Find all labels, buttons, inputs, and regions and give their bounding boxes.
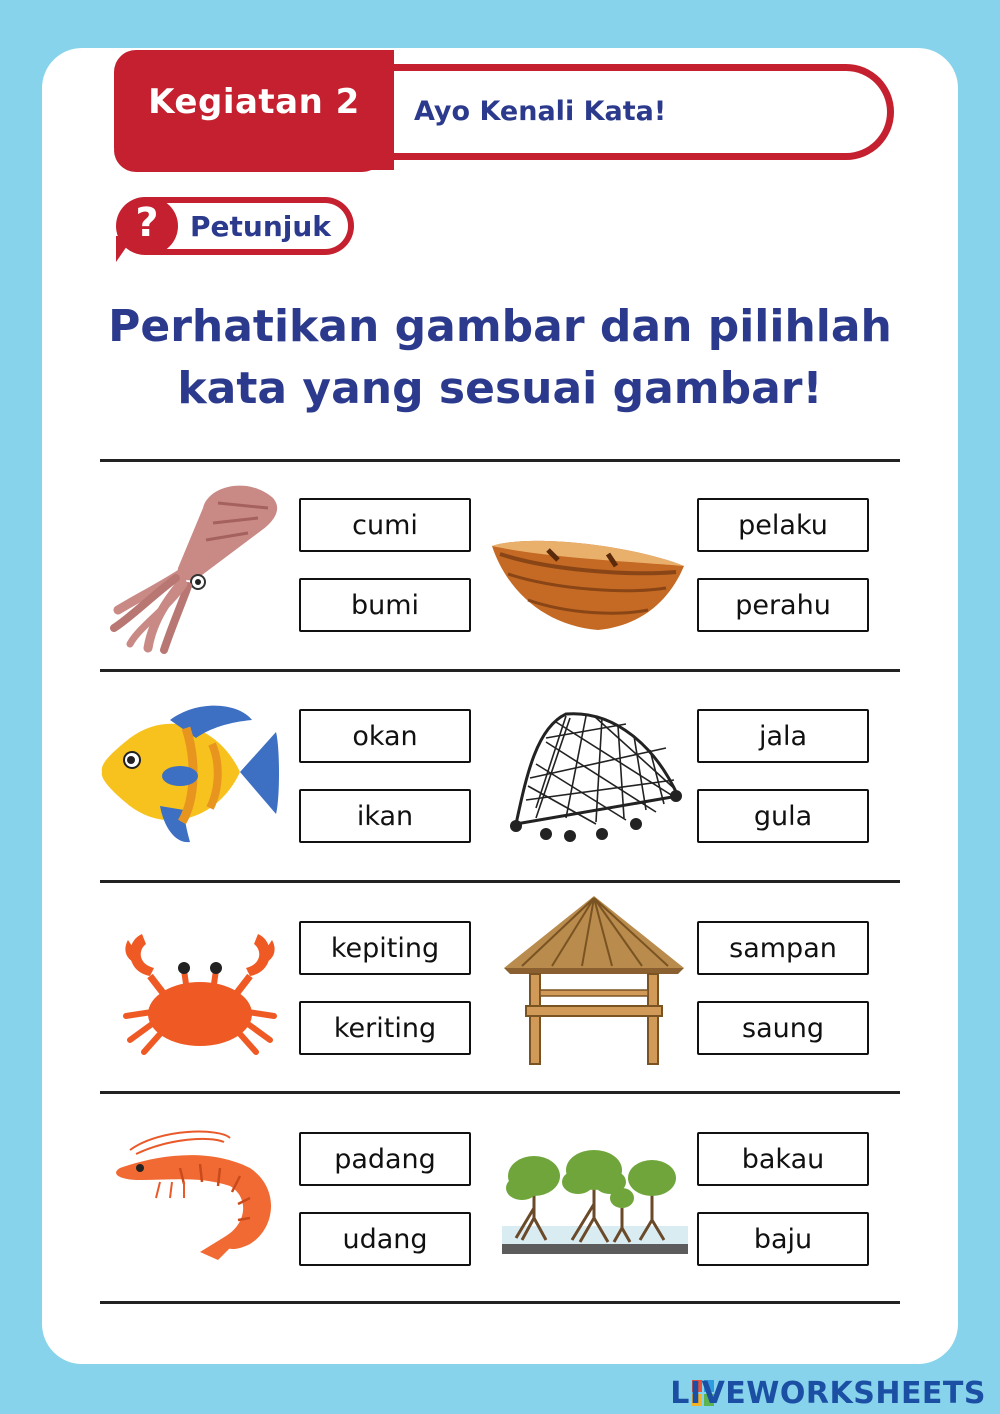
option-bumi[interactable]: bumi: [299, 578, 471, 632]
row-divider: [100, 669, 900, 672]
fishing-net-icon: [506, 708, 686, 848]
fish-icon: [100, 698, 280, 846]
instruction-line-1: Perhatikan gambar dan pilihlah: [108, 301, 892, 352]
instruction-text: [60, 296, 940, 420]
option-padang[interactable]: padang: [299, 1132, 471, 1186]
activity-subtitle: Ayo Kenali Kata!: [414, 96, 667, 127]
squid-icon: [108, 478, 280, 654]
option-gula[interactable]: gula: [697, 789, 869, 843]
option-okan[interactable]: okan: [299, 709, 471, 763]
instruction-line-2: kata yang sesuai gambar!: [177, 363, 823, 414]
boat-icon: [488, 514, 688, 632]
option-jala[interactable]: jala: [697, 709, 869, 763]
option-sampan[interactable]: sampan: [697, 921, 869, 975]
option-kepiting[interactable]: kepiting: [299, 921, 471, 975]
option-pelaku[interactable]: pelaku: [697, 498, 869, 552]
row-divider: [100, 880, 900, 883]
option-ikan[interactable]: ikan: [299, 789, 471, 843]
row-divider: [100, 1091, 900, 1094]
row-divider: [100, 459, 900, 462]
row-divider: [100, 1301, 900, 1304]
activity-title: Kegiatan 2: [148, 82, 360, 122]
option-udang[interactable]: udang: [299, 1212, 471, 1266]
question-mark-icon: ?: [135, 200, 159, 246]
hut-icon: [502, 894, 686, 1066]
option-bakau[interactable]: bakau: [697, 1132, 869, 1186]
option-cumi[interactable]: cumi: [299, 498, 471, 552]
option-saung[interactable]: saung: [697, 1001, 869, 1055]
header-title-tab: [114, 150, 384, 172]
option-baju[interactable]: baju: [697, 1212, 869, 1266]
brand-wordmark: LIVEWORKSHEETS: [670, 1376, 986, 1411]
mangrove-icon: [502, 1148, 688, 1258]
hint-label: Petunjuk: [190, 210, 331, 243]
option-keriting[interactable]: keriting: [299, 1001, 471, 1055]
crab-icon: [120, 932, 280, 1056]
option-perahu[interactable]: perahu: [697, 578, 869, 632]
shrimp-icon: [100, 1128, 280, 1268]
